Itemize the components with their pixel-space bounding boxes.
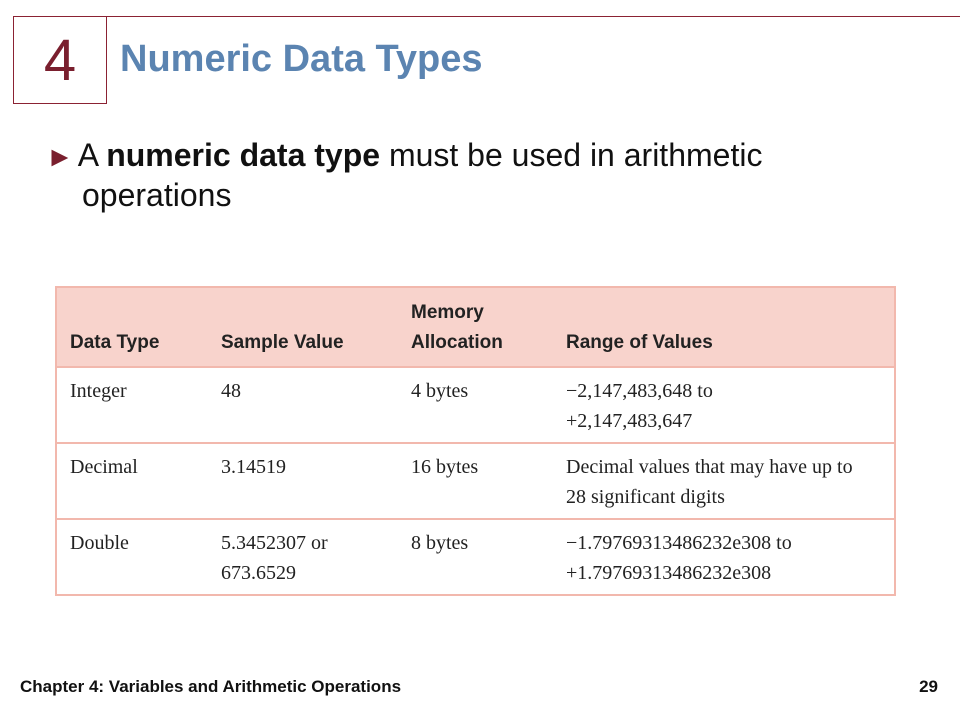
cell-memory: 16 bytes (398, 443, 553, 519)
cell-sample (208, 519, 398, 595)
cell-range-line-2: +2,147,483,647 (566, 410, 693, 432)
header-range-of-values: Range of Values (553, 287, 895, 367)
bullet-continuation: operations (82, 177, 232, 213)
bullet-arrow-icon: ► (46, 141, 74, 172)
table-row (56, 443, 895, 519)
cell-type: Integer (56, 367, 208, 443)
bullet-bold-term: numeric data type (106, 137, 381, 173)
cell-type: Decimal (56, 443, 208, 519)
cell-range (553, 519, 895, 595)
cell-range-line-1: −1.79769313486232e308 to (566, 532, 792, 554)
table-row (56, 367, 895, 443)
slide-title: Numeric Data Types (120, 38, 483, 80)
bullet-suffix: must be used in arithmetic (380, 137, 763, 173)
cell-memory: 8 bytes (411, 532, 469, 554)
header-sample-value: Sample Value (208, 287, 398, 367)
cell-sample: 3.14519 (208, 443, 398, 519)
header-rule (107, 16, 960, 17)
header-data-type: Data Type (56, 287, 208, 367)
footer-chapter-title: Chapter 4: Variables and Arithmetic Operations (20, 677, 402, 696)
chapter-number: 4 (43, 27, 77, 93)
cell-sample-line-2: 673.6529 (221, 562, 296, 584)
cell-type: Double (70, 532, 129, 554)
cell-sample: 48 (208, 367, 398, 443)
table-row (56, 519, 895, 595)
cell-memory: 4 bytes (398, 367, 553, 443)
header-memory-allocation (398, 287, 553, 367)
header-memory-line-1: Memory (411, 302, 484, 323)
bullet-prefix: A (77, 137, 107, 173)
numeric-data-types-table (55, 286, 896, 596)
footer-page-number: 29 (919, 677, 938, 696)
cell-range-line-1: −2,147,483,648 to (566, 380, 713, 402)
cell-range-line-2: 28 significant digits (566, 486, 725, 508)
chapter-number-box (13, 16, 107, 104)
cell-range (553, 367, 895, 443)
cell-range-line-1: Decimal values that may have up to (566, 456, 853, 478)
table-header-row (56, 287, 895, 367)
cell-range (553, 443, 895, 519)
bullet-point (46, 136, 926, 214)
header-memory-line-2: Allocation (411, 332, 503, 353)
bullet-line-1 (46, 136, 926, 176)
cell-sample-line-1: 5.3452307 or (221, 532, 328, 554)
cell-range-line-2: +1.79769313486232e308 (566, 562, 772, 584)
